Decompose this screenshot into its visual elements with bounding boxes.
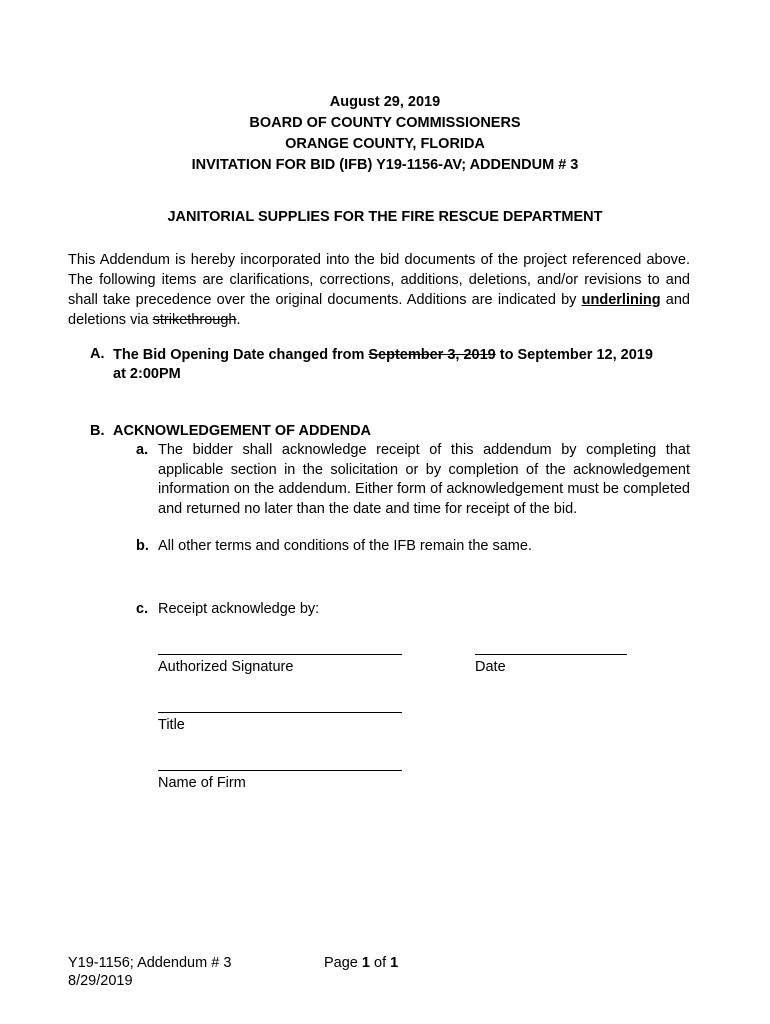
subject-heading: JANITORIAL SUPPLIES FOR THE FIRE RESCUE DEPARTMENT <box>167 209 603 225</box>
title-label: Title <box>158 717 185 733</box>
item-a-text: The bidder shall acknowledge receipt of this addendum by completing that applicable section in the solicitation or by completion of the acknowledgement information on the addendum. Either form of acknowledgement must be completed and returned no later than the date and time for receipt of the bid. <box>158 442 690 517</box>
section-b-letter: B. <box>90 423 105 439</box>
item-b-label: b. <box>136 538 149 554</box>
firm-name-line[interactable] <box>158 770 402 771</box>
item-c-text: Receipt acknowledge by: <box>158 601 320 617</box>
item-a-label: a. <box>136 442 149 458</box>
footer-doc-date: 8/29/2019 <box>68 973 133 989</box>
struck-date: September 3, 2019 <box>368 347 496 363</box>
deletions-text: and deletions via <box>68 292 690 328</box>
page-total: 1 <box>390 955 399 971</box>
strikethrough-example: strikethrough <box>152 312 237 328</box>
document-date: August 29, 2019 <box>329 94 441 110</box>
footer-doc-id: Y19-1156; Addendum # 3 <box>68 955 232 971</box>
title-line[interactable] <box>158 712 402 713</box>
section-a-after: to September 12, 2019 <box>499 347 653 363</box>
page-current: 1 <box>361 955 370 971</box>
item-c-label: c. <box>136 601 149 617</box>
authorized-signature-label: Authorized Signature <box>158 659 294 675</box>
item-b-text: All other terms and conditions of the IFB remain the same. <box>158 538 532 554</box>
page-of: of <box>374 955 387 971</box>
intro-paragraph <box>68 250 690 330</box>
intro-text: This Addendum is hereby incorporated into the bid documents of the project referenced above. The following items are clarifications, corrections, additions, deletions, and/or revisions to and shall take precedence over the original documents. Additions are indicated by <box>68 252 690 308</box>
board-name: BOARD OF COUNTY COMMISSIONERS <box>249 115 521 131</box>
ifb-title: INVITATION FOR BID (IFB) Y19-1156-AV; ADDENDUM # 3 <box>191 157 579 173</box>
page-prefix: Page <box>324 955 358 971</box>
section-a-time: at 2:00PM <box>113 366 181 382</box>
page-number <box>324 954 398 972</box>
signature-line[interactable] <box>158 654 402 655</box>
underline-example: underlining <box>581 292 661 308</box>
section-a-text <box>113 346 703 384</box>
section-a-letter: A. <box>90 346 105 362</box>
date-line[interactable] <box>475 654 627 655</box>
county-name: ORANGE COUNTY, FLORIDA <box>285 136 485 152</box>
intro-period: . <box>236 312 241 328</box>
section-b-title: ACKNOWLEDGEMENT OF ADDENDA <box>113 423 372 439</box>
section-a-before: The Bid Opening Date changed from <box>113 347 365 363</box>
firm-name-label: Name of Firm <box>158 775 246 791</box>
date-label: Date <box>475 659 506 675</box>
